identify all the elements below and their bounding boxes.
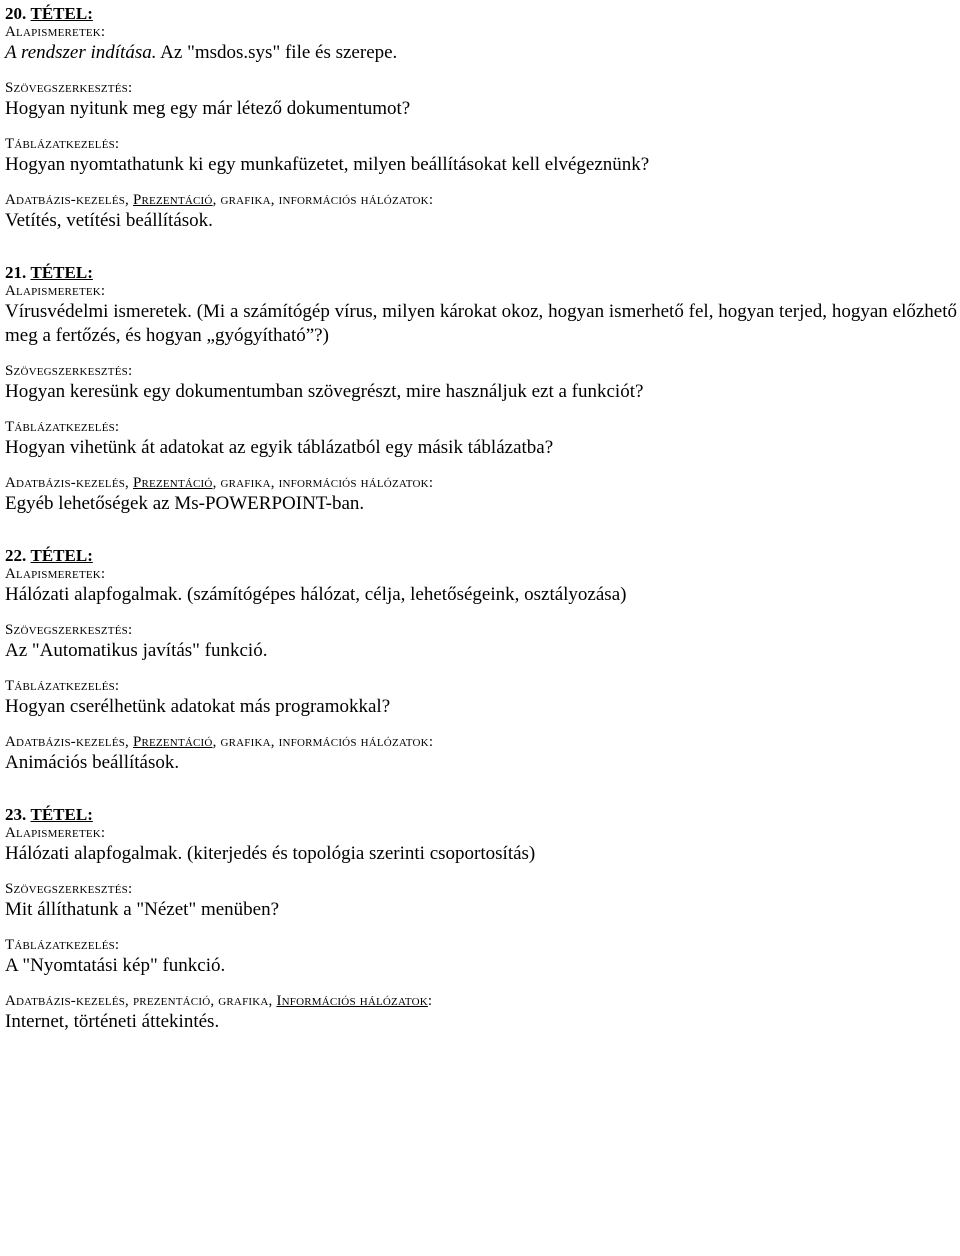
alapismeretek-section <box>5 24 957 65</box>
tetel-title <box>5 805 957 825</box>
szovegszerkesztes-section <box>5 881 957 922</box>
question-text-rest: Az "msdos.sys" file és szerepe. <box>156 42 398 63</box>
question-text: Hogyan cserélhetünk adatokat más programokkal? <box>5 696 391 717</box>
tablazatkezeles-section <box>5 419 957 460</box>
question-text: Vírusvédelmi ismeretek. (Mi a számítógép vírus, milyen károkat okoz, hogyan ismerhető fel, hogyan terjed, hogyan előzhető meg a fertőzés, és hogyan „gyógyítható”?) <box>5 301 957 346</box>
adatbazis-section <box>5 993 957 1034</box>
category-label: Alapismeretek: <box>5 283 106 299</box>
category-label <box>5 734 957 751</box>
category-label-part: : <box>428 734 434 750</box>
tetel-number: 20. <box>5 4 27 23</box>
category-label-part: : <box>428 192 434 208</box>
category-label: Alapismeretek: <box>5 825 106 841</box>
category-label-part: , grafika, <box>212 192 279 208</box>
question-text: Egyéb lehetőségek az Ms-POWERPOINT-ban. <box>5 493 365 514</box>
category-label: Szövegszerkesztés: <box>5 80 133 96</box>
tetel-title <box>5 546 957 566</box>
category-label-part: : <box>428 475 434 491</box>
category-label-prezentacio: Prezentáció <box>132 192 213 208</box>
question-text: Hogyan vihetünk át adatokat az egyik táblázatból egy másik táblázatba? <box>5 437 554 458</box>
category-label <box>5 192 957 209</box>
adatbazis-section <box>5 734 957 775</box>
tetel-21 <box>5 263 957 516</box>
tetel-word: TÉTEL: <box>30 805 93 824</box>
alapismeretek-section <box>5 283 957 348</box>
tablazatkezeles-section <box>5 937 957 978</box>
tablazatkezeles-section <box>5 136 957 177</box>
question-text: Hogyan nyomtathatunk ki egy munkafüzetet, milyen beállításokat kell elvégeznünk? <box>5 154 650 175</box>
question-text: Az "Automatikus javítás" funkció. <box>5 640 268 661</box>
category-label-prezentacio: Prezentáció <box>132 475 213 491</box>
category-label-informacios-halozatok: Információs hálózatok <box>276 993 428 1009</box>
question-text: A "Nyomtatási kép" funkció. <box>5 955 226 976</box>
tetel-title <box>5 4 957 24</box>
category-label-part: , grafika, <box>212 734 279 750</box>
category-label: Táblázatkezelés: <box>5 419 120 435</box>
category-label: Szövegszerkesztés: <box>5 881 133 897</box>
tetel-title <box>5 263 957 283</box>
document-page <box>5 4 957 1064</box>
question-text: Vetítés, vetítési beállítások. <box>5 210 213 231</box>
category-label-prezentacio: Prezentáció <box>132 734 213 750</box>
category-label-part: , grafika, <box>210 993 277 1009</box>
tetel-number: 23. <box>5 805 27 824</box>
category-label-part: , grafika, <box>212 475 279 491</box>
szovegszerkesztes-section <box>5 80 957 121</box>
alapismeretek-section <box>5 566 957 607</box>
category-label-part: információs hálózatok <box>278 734 429 750</box>
tetel-word: TÉTEL: <box>30 263 93 282</box>
adatbazis-section <box>5 192 957 233</box>
category-label <box>5 475 957 492</box>
tetel-number: 21. <box>5 263 27 282</box>
question-text: Hogyan nyitunk meg egy már létező dokumentumot? <box>5 98 411 119</box>
tetel-number: 22. <box>5 546 27 565</box>
category-label: Szövegszerkesztés: <box>5 622 133 638</box>
tetel-23 <box>5 805 957 1034</box>
alapismeretek-section <box>5 825 957 866</box>
category-label: Szövegszerkesztés: <box>5 363 133 379</box>
question-text: Hogyan keresünk egy dokumentumban szövegrészt, mire használjuk ezt a funkciót? <box>5 381 644 402</box>
question-text: Animációs beállítások. <box>5 752 180 773</box>
tetel-word: TÉTEL: <box>30 4 93 23</box>
category-label: Táblázatkezelés: <box>5 136 120 152</box>
tetel-word: TÉTEL: <box>30 546 93 565</box>
question-text: Hálózati alapfogalmak. (számítógépes hálózat, célja, lehetőségeink, osztályozása) <box>5 584 627 605</box>
question-text: Internet, történeti áttekintés. <box>5 1011 220 1032</box>
category-label <box>5 993 957 1010</box>
category-label-part: információs hálózatok <box>278 192 429 208</box>
category-label-part: prezentáció <box>132 993 211 1009</box>
question-text <box>5 41 957 65</box>
tetel-20 <box>5 4 957 233</box>
category-label: Táblázatkezelés: <box>5 678 120 694</box>
tetel-22 <box>5 546 957 775</box>
category-label: Táblázatkezelés: <box>5 937 120 953</box>
tablazatkezeles-section <box>5 678 957 719</box>
question-text-italic: A rendszer indítása. <box>5 42 157 63</box>
category-label-part: Adatbázis-kezelés, <box>5 734 133 750</box>
category-label: Alapismeretek: <box>5 24 106 40</box>
category-label-part: Adatbázis-kezelés, <box>5 993 133 1009</box>
szovegszerkesztes-section <box>5 363 957 404</box>
category-label: Alapismeretek: <box>5 566 106 582</box>
adatbazis-section <box>5 475 957 516</box>
category-label-part: információs hálózatok <box>278 475 429 491</box>
question-text: Hálózati alapfogalmak. (kiterjedés és topológia szerinti csoportosítás) <box>5 843 536 864</box>
category-label-part: : <box>427 993 433 1009</box>
szovegszerkesztes-section <box>5 622 957 663</box>
category-label-part: Adatbázis-kezelés, <box>5 192 133 208</box>
category-label-part: Adatbázis-kezelés, <box>5 475 133 491</box>
question-text: Mit állíthatunk a "Nézet" menüben? <box>5 899 280 920</box>
